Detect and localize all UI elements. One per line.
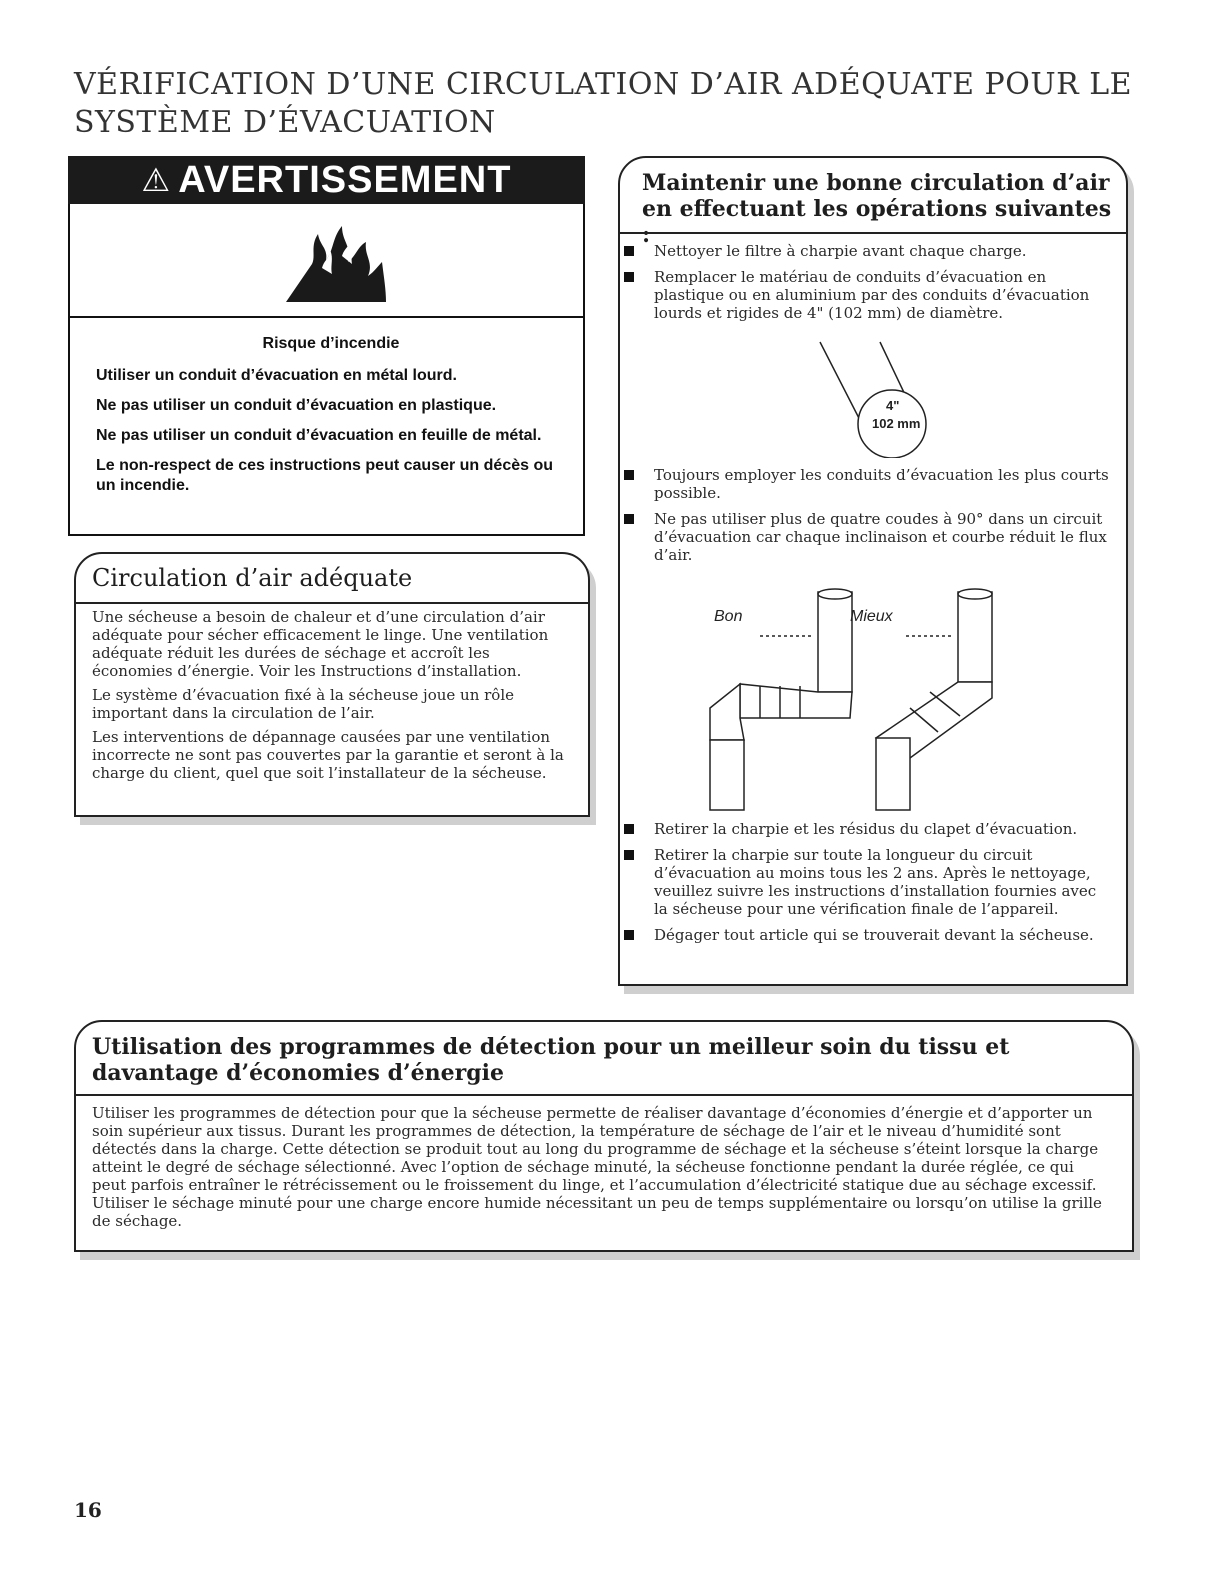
bullet-list xyxy=(620,242,1110,330)
list-item-text: Retirer la charpie sur toute la longueur du circuit d’évacuation au moins tous les 2 ans. Après le nettoyage, veuillez suivre les instructions d’installation fournies avec la sécheuse pour une vérification finale de l’appareil. xyxy=(654,846,1097,918)
duct-label-inches: 4" xyxy=(886,398,900,413)
maintain-title: Maintenir une bonne circulation d’air en effectuant les opérations suivantes : xyxy=(642,170,1112,248)
warning-text xyxy=(96,334,566,506)
divider xyxy=(620,232,1126,234)
bullet-square-icon xyxy=(624,824,634,834)
paragraph: Une sécheuse a besoin de chaleur et d’une circulation d’air adéquate pour sécher efficacement le linge. Une ventilation adéquate réduit les durées de séchage et accroît les économies d’énergie. Voir les Instructions d’installation. xyxy=(92,608,549,680)
warning-symbol-area xyxy=(70,204,583,318)
circulation-title: Circulation d’air adéquate xyxy=(92,564,413,592)
list-item-text: Dégager tout article qui se trouverait devant la sécheuse. xyxy=(654,926,1094,944)
list-item xyxy=(620,242,1110,260)
bullet-square-icon xyxy=(624,272,634,282)
divider xyxy=(76,1094,1132,1096)
duct-label-mm: 102 mm xyxy=(872,416,921,431)
page-number: 16 xyxy=(74,1498,102,1522)
list-item-text: Retirer la charpie et les résidus du clapet d’évacuation. xyxy=(654,820,1078,838)
warning-word: AVERTISSEMENT xyxy=(178,158,512,201)
bullet-square-icon xyxy=(624,930,634,940)
warning-triangle-icon: ⚠ xyxy=(141,161,171,199)
list-item xyxy=(620,926,1110,944)
bullet-square-icon xyxy=(624,514,634,524)
bullet-square-icon xyxy=(624,470,634,480)
bullet-square-icon xyxy=(624,850,634,860)
duct-diameter-diagram xyxy=(800,338,940,462)
list-item-text: Nettoyer le filtre à charpie avant chaque charge. xyxy=(654,242,1027,260)
elbow-label-better: Mieux xyxy=(850,608,893,625)
list-item xyxy=(620,820,1110,838)
list-item xyxy=(620,510,1110,564)
warning-line: Ne pas utiliser un conduit d’évacuation en feuille de métal. xyxy=(96,427,542,444)
sensing-title: Utilisation des programmes de détection pour un meilleur soin du tissu et davantage d’économies d’énergie xyxy=(92,1034,1010,1086)
sensing-programs-panel xyxy=(74,1020,1134,1252)
divider xyxy=(76,602,588,604)
bullet-square-icon xyxy=(624,246,634,256)
fire-icon xyxy=(282,216,392,304)
list-item-text: Ne pas utiliser plus de quatre coudes à 90° dans un circuit d’évacuation car chaque inclinaison et courbe réduit le flux d’air. xyxy=(654,510,1107,564)
duct-diameter-illustration xyxy=(800,338,940,458)
bullet-list xyxy=(620,820,1110,952)
bullet-list xyxy=(620,466,1110,572)
page-title: VÉRIFICATION D’UNE CIRCULATION D’AIR ADÉQUATE POUR LE SYSTÈME D’ÉVACUATION xyxy=(74,67,1133,140)
list-item-text: Remplacer le matériau de conduits d’évacuation en plastique ou en aluminium par des conduits d’évacuation lourds et rigides de 4" (102 mm) de diamètre. xyxy=(654,268,1090,322)
paragraph: Les interventions de dépannage causées par une ventilation incorrecte ne sont pas couvertes par la garantie et seront à la charge du client, quel que soit l’installateur de la sécheuse. xyxy=(92,728,564,782)
elbow-diagram xyxy=(700,588,1020,822)
list-item xyxy=(620,466,1110,502)
maintain-airflow-panel xyxy=(618,156,1128,986)
list-item xyxy=(620,846,1110,918)
warning-banner xyxy=(68,156,585,204)
paragraph: Le système d’évacuation fixé à la sécheuse joue un rôle important dans la circulation de l’air. xyxy=(92,686,514,722)
elbow-label-good: Bon xyxy=(714,608,743,625)
warning-line: Ne pas utiliser un conduit d’évacuation en plastique. xyxy=(96,397,497,414)
paragraph: Utiliser les programmes de détection pour que la sécheuse permette de réaliser davantage d’économies d’énergie et d’apporter un soin supérieur aux tissus. Durant les programmes de détection, la température de séchage de l’air et le niveau d’humidité sont détectés dans la charge. Cette détection se produit tout au long du programme de séchage et la sécheuse s’éteint lorsque la charge atteint le degré de séchage sélectionné. Avec l’option de séchage minuté, la sécheuse fonctionne pendant la durée réglée, ce qui peut parfois entraîner le rétrécissement ou le froissement du linge, et l’accumulation d’électricité statique due au séchage excessif. Utiliser le séchage minuté pour une charge encore humide nécessitant un peu de temps supplémentaire ou lorsqu’on utilise la grille de séchage. xyxy=(92,1104,1102,1230)
warning-heading: Risque d’incendie xyxy=(262,335,400,352)
warning-line: Le non-respect de ces instructions peut causer un décès ou un incendie. xyxy=(96,457,554,494)
list-item xyxy=(620,268,1110,322)
warning-line: Utiliser un conduit d’évacuation en métal lourd. xyxy=(96,367,457,384)
circulation-body xyxy=(92,608,572,788)
circulation-panel xyxy=(74,552,590,817)
list-item-text: Toujours employer les conduits d’évacuation les plus courts possible. xyxy=(654,466,1109,502)
